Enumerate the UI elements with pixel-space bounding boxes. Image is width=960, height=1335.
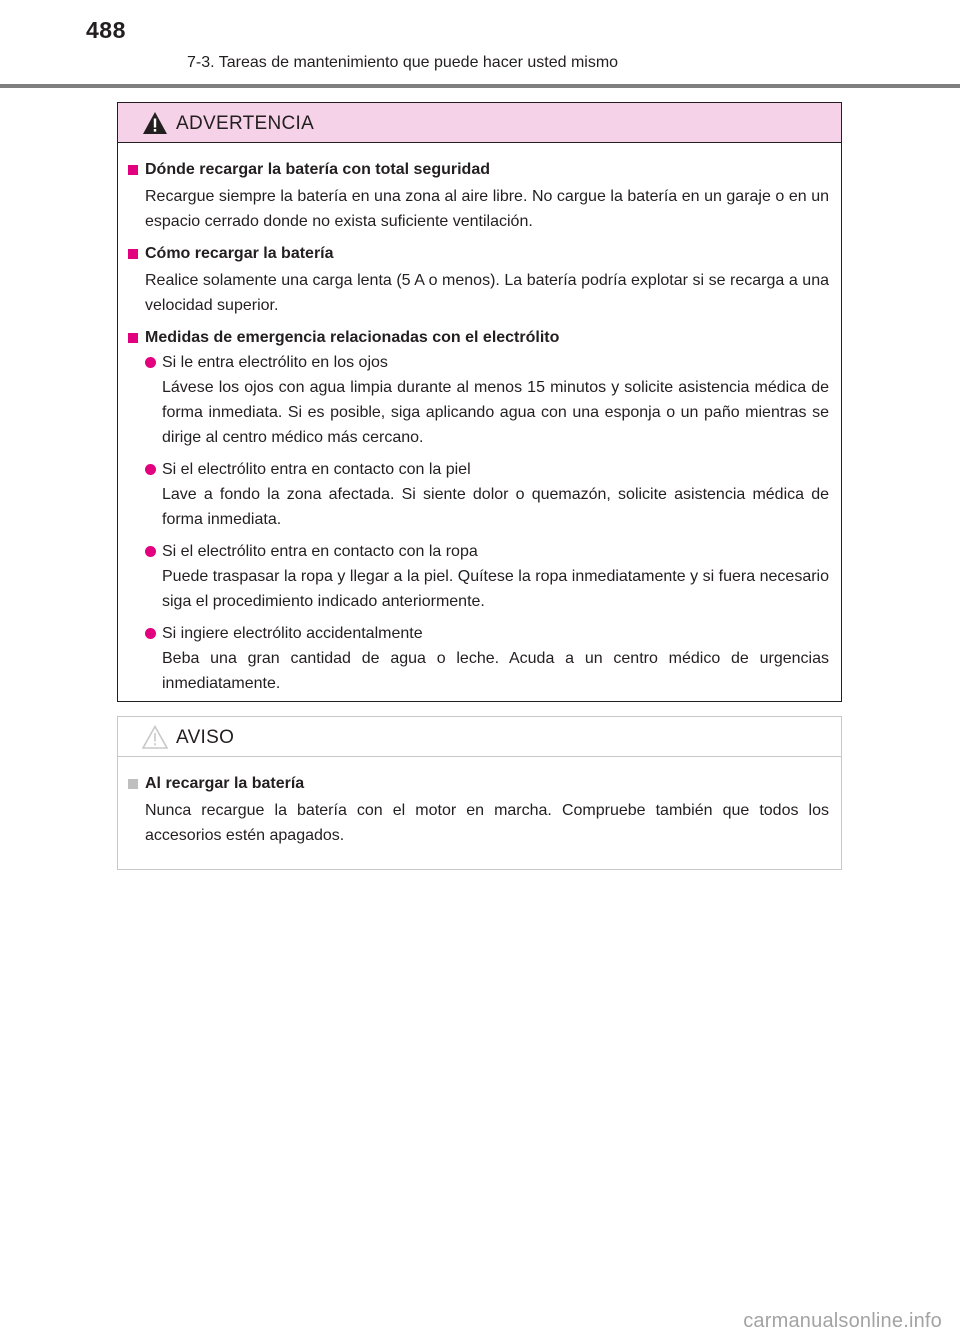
square-bullet-icon: [128, 779, 138, 789]
section-heading: [128, 242, 829, 266]
warning-box-header: [118, 103, 841, 143]
page-number: 488: [86, 17, 126, 43]
list-item-title: Si le entra electrólito en los ojos: [162, 354, 388, 371]
notice-box-header: [118, 717, 841, 757]
square-bullet-icon: [128, 165, 138, 175]
notice-box: [117, 716, 842, 870]
list-item-title: Si el electrólito entra en contacto con la piel: [162, 461, 471, 478]
list-item: [128, 539, 829, 614]
warning-label: ADVERTENCIA: [176, 113, 315, 134]
list-item-text: Lave a fondo la zona afectada. Si siente dolor o quemazón, solicite asistencia médica de forma inmediata.: [162, 486, 829, 528]
section-paragraph: Nunca recargue la batería con el motor en marcha. Compruebe también que todos los accesorios estén apagados.: [145, 802, 829, 844]
header-divider: [0, 84, 960, 88]
list-item: [128, 350, 829, 450]
warning-box: [117, 102, 842, 702]
section-heading: [128, 326, 829, 350]
circle-bullet-icon: [145, 628, 156, 639]
list-item: [128, 621, 829, 696]
list-item-title: Si el electrólito entra en contacto con la ropa: [162, 543, 478, 560]
warning-box-body: [118, 143, 841, 696]
page-header: [0, 0, 960, 90]
warning-triangle-icon: [142, 111, 168, 135]
list-item: [128, 457, 829, 532]
section-heading-text: Medidas de emergencia relacionadas con el electrólito: [145, 329, 560, 346]
section-title: 7-3. Tareas de mantenimiento que puede hacer usted mismo: [187, 54, 619, 71]
section-heading-text: Dónde recargar la batería con total seguridad: [145, 161, 490, 178]
list-item-text: Lávese los ojos con agua limpia durante al menos 15 minutos y solicite asistencia médica de forma inmediata. Si es posible, siga aplicando agua con una esponja o un paño mientras se dirige al centro médico más cercano.: [162, 379, 829, 446]
section-heading: [128, 772, 829, 796]
section-heading-text: Cómo recargar la batería: [145, 245, 334, 262]
square-bullet-icon: [128, 333, 138, 343]
list-item-title: Si ingiere electrólito accidentalmente: [162, 625, 423, 642]
notice-box-body: [118, 757, 841, 848]
notice-label: AVISO: [176, 727, 235, 748]
list-item-text: Puede traspasar la ropa y llegar a la piel. Quítese la ropa inmediatamente y si fuera necesario siga el procedimiento indicado anteriormente.: [162, 568, 829, 610]
section-paragraph: Recargue siempre la batería en una zona al aire libre. No cargue la batería en un garaje o en un espacio cerrado donde no exista suficiente ventilación.: [145, 188, 829, 230]
caution-outline-triangle-icon: [142, 725, 168, 749]
circle-bullet-icon: [145, 357, 156, 368]
circle-bullet-icon: [145, 464, 156, 475]
watermark: carmanualsonline.info: [743, 1310, 942, 1332]
square-bullet-icon: [128, 249, 138, 259]
section-heading: [128, 158, 829, 182]
section-paragraph: Realice solamente una carga lenta (5 A o menos). La batería podría explotar si se recarga a una velocidad superior.: [145, 272, 829, 314]
list-item-text: Beba una gran cantidad de agua o leche. Acuda a un centro médico de urgencias inmediatamente.: [162, 650, 829, 692]
circle-bullet-icon: [145, 546, 156, 557]
section-heading-text: Al recargar la batería: [145, 775, 305, 792]
